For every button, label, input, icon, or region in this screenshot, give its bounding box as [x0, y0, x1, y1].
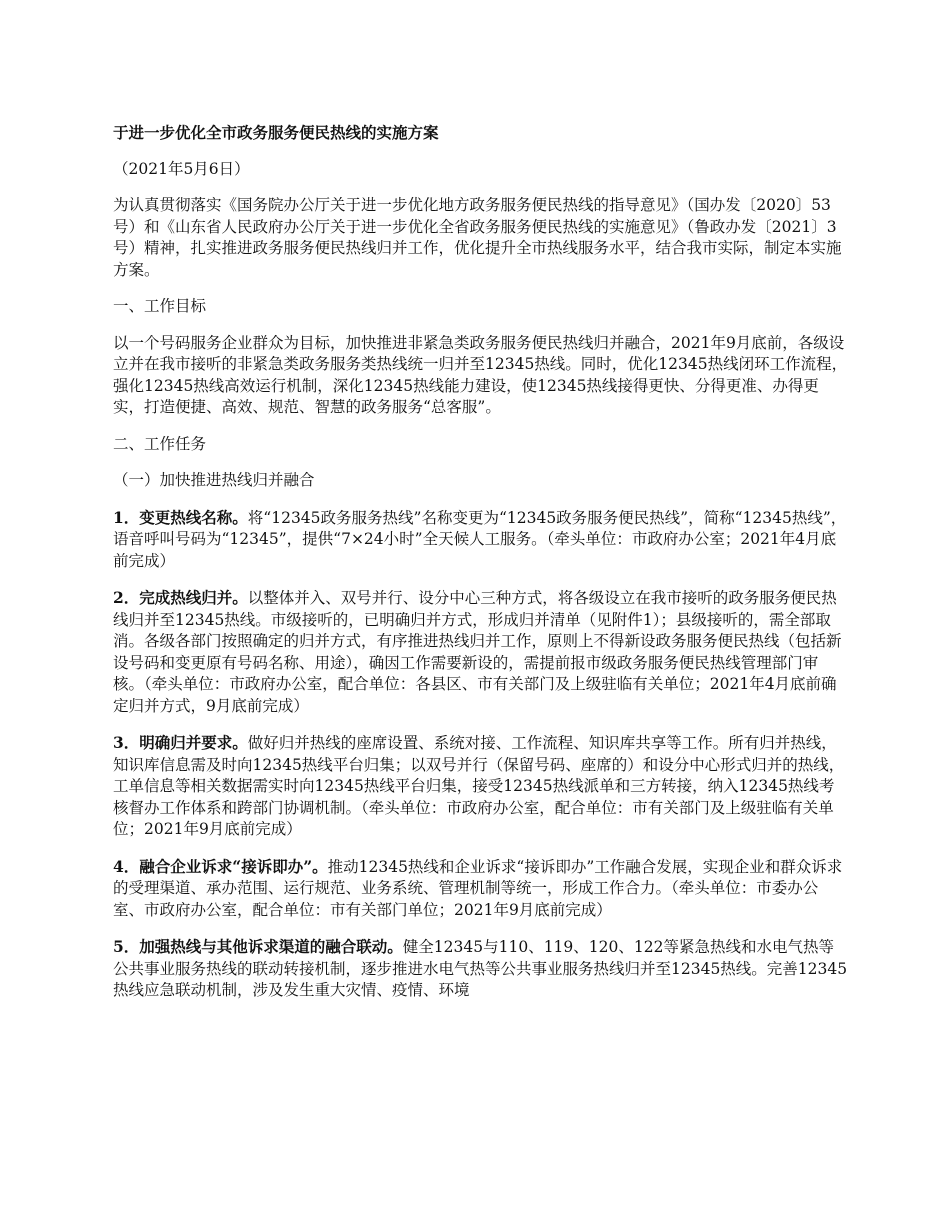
task-item [113, 936, 848, 1002]
task-item-text: 做好归并热线的座席设置、系统对接、工作流程、知识库共享等工作。所有归并热线，知识库信息需及时向12345热线平台归集；以双号并行（保留号码、座席的）和设分中心形式归并的热线，工单信息等相关数据需实时向12345热线平台归集，接受12345热线派单和三方转接，纳入12345热线考核督办工作体系和跨部门协调机制。（牵头单位：市政府办公室，配合单位：市有关部门及上级驻临有关单位；2021年9月底前完成） [113, 734, 845, 838]
document-page [113, 122, 848, 1017]
task-item [113, 507, 848, 573]
task-item-text: 将“12345政务服务热线”名称变更为“12345政务服务便民热线”，简称“12345热线”，语音呼叫号码为“12345”，提供“7×24小时”全天候人工服务。（牵头单位：市政府办公室；2021年4月底前完成） [113, 508, 847, 570]
task-item-heading: 1．变更热线名称。 [113, 507, 248, 527]
task-item [113, 587, 848, 717]
task-item-text: 以整体并入、双号并行、设分中心三种方式，将各级设立在我市接听的政务服务便民热线归并至12345热线。市级接听的，已明确归并方式，形成归并清单（见附件1）；县级接听的，需全部取消。各级各部门按照确定的归并方式，有序推进热线归并工作，原则上不得新设政务服务便民热线（包括新设号码和变更原有号码名称、用途），确因工作需要新设的，需提前报市级政务服务便民热线管理部门审核。（牵头单位：市政府办公室，配合单位：各县区、市有关部门及上级驻临有关单位；2021年4月底前确定归并方式，9月底前完成） [113, 589, 842, 715]
task-item-text: 推动12345热线和企业诉求“接诉即办”工作融合发展，实现企业和群众诉求的受理渠道、承办范围、运行规范、业务系统、管理机制等统一，形成工作合力。（牵头单位：市委办公室、市政府办公室，配合单位：市有关部门单位；2021年9月底前完成） [113, 857, 843, 919]
section-heading-goals: 一、工作目标 [113, 297, 207, 315]
task-item-text: 健全12345与110、119、120、122等紧急热线和水电气热等公共事业服务热线的联动转接机制，逐步推进水电气热等公共事业服务热线归并至12345热线。完善12345热线应急联动机制，涉及发生重大灾情、疫情、环境 [113, 938, 848, 999]
task-item-heading: 4．融合企业诉求“接诉即办”。 [113, 856, 328, 876]
intro-paragraph: 为认真贯彻落实《国务院办公厅关于进一步优化地方政务服务便民热线的指导意见》（国办发〔2020〕53号）和《山东省人民政府办公厅关于进一步优化全省政务服务便民热线的实施意见》（鲁政办发〔2021〕3号）精神，扎实推进政务服务便民热线归并工作，优化提升全市热线服务水平，结合我市实际，制定本实施方案。 [113, 196, 842, 279]
section-heading-tasks: 二、工作任务 [113, 434, 207, 453]
subsection-heading: （一）加快推进热线归并融合 [113, 471, 315, 489]
task-item-heading: 5．加强热线与其他诉求渠道的融合联动。 [113, 937, 403, 956]
task-item [113, 732, 848, 841]
goal-paragraph: 以一个号码服务企业群众为目标，加快推进非紧急类政务服务便民热线归并融合，2021年9月底前，各级设立并在我市接听的非紧急类政务服务类热线统一归并至12345热线。同时，优化12345热线闭环工作流程，强化12345热线高效运行机制，深化12345热线能力建设，使12345热线接得更快、分得更准、办得更实，打造便捷、高效、规范、智慧的政务服务“总客服”。 [113, 333, 848, 416]
task-item [113, 856, 848, 922]
task-item-heading: 2．完成热线归并。 [113, 588, 248, 607]
document-date: （2021年5月6日） [113, 159, 250, 178]
task-item-heading: 3．明确归并要求。 [113, 733, 248, 752]
document-title: 于进一步优化全市政务服务便民热线的实施方案 [113, 123, 439, 142]
